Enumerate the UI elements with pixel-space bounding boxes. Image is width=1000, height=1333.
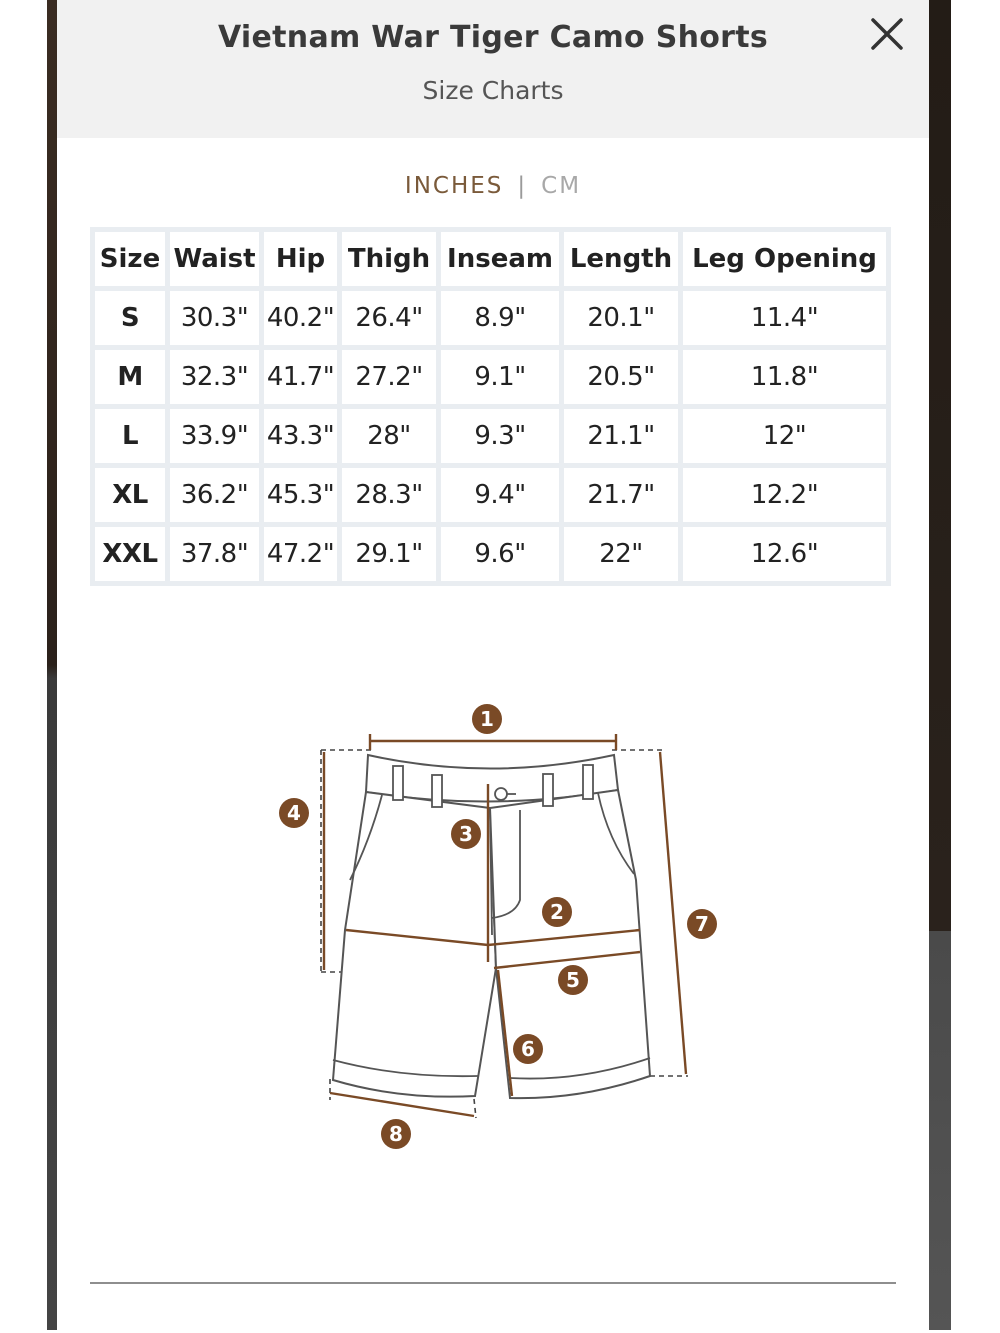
table-cell: 27.2" [342,350,436,404]
svg-text:6: 6 [521,1037,535,1061]
table-cell: 33.9" [170,409,259,463]
column-header: Inseam [441,232,559,286]
table-cell: 20.1" [564,291,678,345]
table-row [95,350,886,404]
shorts-measurement-diagram [57,690,929,1170]
unit-separator: | [517,172,528,199]
column-header: Waist [170,232,259,286]
svg-text:3: 3 [459,822,473,846]
modal-header [57,0,929,138]
table-cell: 11.4" [683,291,886,345]
table-cell: 21.7" [564,468,678,522]
table-cell: 36.2" [170,468,259,522]
table-cell: 41.7" [264,350,337,404]
table-cell: 22" [564,527,678,581]
table-header-row [95,232,886,286]
svg-text:4: 4 [287,801,301,825]
table-cell: 21.1" [564,409,678,463]
table-cell: 26.4" [342,291,436,345]
column-header: Leg Opening [683,232,886,286]
table-cell: 11.8" [683,350,886,404]
table-cell: 28.3" [342,468,436,522]
callout-4 [279,798,309,828]
unit-toggle [57,172,929,199]
size-chart-modal [57,0,929,1333]
table-cell: 12" [683,409,886,463]
table-cell: 32.3" [170,350,259,404]
table-cell: S [95,291,165,345]
svg-text:5: 5 [566,968,580,992]
backdrop-right [929,0,951,1330]
table-row [95,468,886,522]
column-header: Hip [264,232,337,286]
table-cell: 29.1" [342,527,436,581]
close-icon [865,14,909,58]
column-header: Thigh [342,232,436,286]
backdrop-left [47,0,57,1330]
table-row [95,291,886,345]
callout-3 [451,819,481,849]
svg-text:1: 1 [480,707,494,731]
modal-title: Vietnam War Tiger Camo Shorts [217,20,769,55]
table-cell: 47.2" [264,527,337,581]
table-cell: XL [95,468,165,522]
table-cell: 40.2" [264,291,337,345]
svg-text:7: 7 [695,912,709,936]
table-cell: 37.8" [170,527,259,581]
table-cell: 43.3" [264,409,337,463]
table-cell: 12.2" [683,468,886,522]
table-cell: 20.5" [564,350,678,404]
table-cell: 28" [342,409,436,463]
table-cell: XXL [95,527,165,581]
callout-8 [381,1119,411,1149]
svg-text:8: 8 [389,1122,403,1146]
callout-7 [687,909,717,939]
table-cell: 9.4" [441,468,559,522]
unit-inches-tab[interactable]: INCHES [404,172,504,199]
callout-2 [542,897,572,927]
size-table [90,227,891,586]
callout-1 [472,704,502,734]
table-cell: 8.9" [441,291,559,345]
table-cell: M [95,350,165,404]
table-cell: L [95,409,165,463]
svg-text:2: 2 [550,900,564,924]
table-cell: 30.3" [170,291,259,345]
divider [90,1282,896,1284]
column-header: Length [564,232,678,286]
unit-cm-tab[interactable]: CM [541,172,582,199]
column-header: Size [95,232,165,286]
table-row [95,409,886,463]
callout-6 [513,1034,543,1064]
table-cell: 12.6" [683,527,886,581]
table-cell: 9.6" [441,527,559,581]
callout-5 [558,965,588,995]
table-cell: 9.1" [441,350,559,404]
close-button[interactable] [865,14,909,58]
table-cell: 9.3" [441,409,559,463]
table-cell: 45.3" [264,468,337,522]
modal-subtitle: Size Charts [422,76,564,105]
table-row [95,527,886,581]
